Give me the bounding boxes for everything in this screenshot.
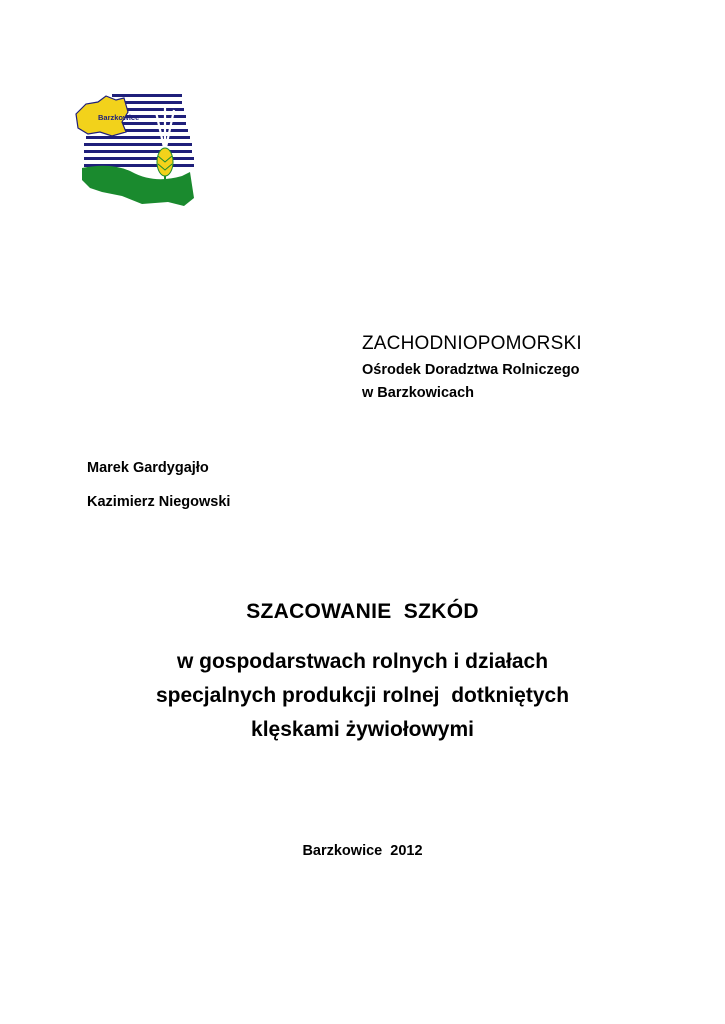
document-subtitle (0, 645, 725, 747)
subtitle-line: w gospodarstwach rolnych i działach (176, 650, 549, 673)
logo-field-shape (82, 166, 194, 206)
organization-line-2: w Barzkowicach (362, 385, 475, 401)
wheat-icon (156, 108, 174, 190)
organization-name: ZACHODNIOPOMORSKI (362, 333, 582, 354)
organization-logo (72, 92, 196, 210)
organization-line-1: Ośrodek Doradztwa Rolniczego (362, 362, 580, 378)
subtitle-line: klęskami żywiołowymi (251, 718, 474, 741)
document-title: SZACOWANIE SZKÓD (246, 600, 479, 623)
author-name: Marek Gardygajło (87, 460, 209, 476)
subtitle-line: specjalnych produkcji rolnej dotkniętych (155, 684, 570, 707)
place-and-year: Barzkowice 2012 (302, 843, 423, 859)
organization-block (362, 333, 582, 405)
logo-label: Barzkowice (98, 113, 140, 122)
author-name: Kazimierz Niegowski (87, 494, 231, 510)
